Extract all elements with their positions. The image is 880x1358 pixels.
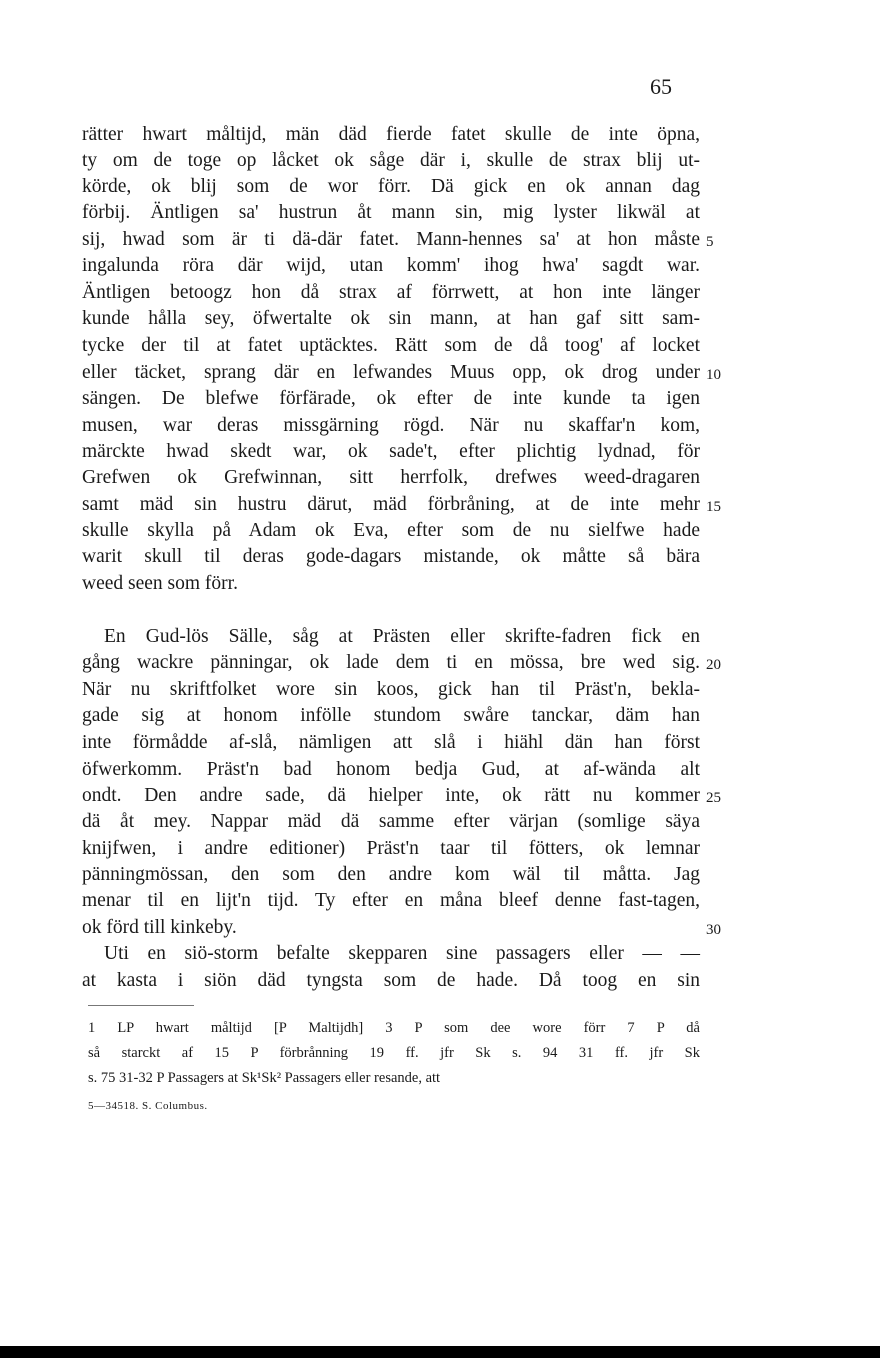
text-line: märckte hwad skedt war, ok sade't, efter plichtig lydnad, för <box>82 441 700 462</box>
text-line: sängen. De blefwe förfärade, ok efter de inte kunde ta igen <box>82 388 700 409</box>
text-line: pänningmössan, den som den andre kom wäl til måtta. Jag <box>82 864 700 885</box>
text-line: ingalunda röra där wijd, utan komm' ihog hwa' sagdt war. <box>82 255 700 276</box>
text-line: När nu skriftfolket wore sin koos, gick han til Präst'n, bekla- <box>82 679 700 700</box>
text-line: Äntligen betoogz hon då strax af förrwett, at hon inte länger <box>82 282 700 303</box>
line-number: 5 <box>706 234 714 250</box>
text-line: eller täcket, sprang där en lefwandes Muus opp, ok drog under <box>82 362 700 383</box>
text-line: rätter hwart måltijd, män däd fierde fatet skulle de inte öpna, <box>82 124 700 145</box>
text-line: dä åt mey. Nappar mäd dä samme efter värjan (somlige säya <box>82 811 700 832</box>
printer-signature: 5—34518. S. Columbus. <box>88 1100 208 1112</box>
text-line: ondt. Den andre sade, dä hielper inte, ok rätt nu kommer <box>82 785 700 806</box>
line-number: 30 <box>706 922 721 938</box>
footnote-line: 1 LP hwart måltijd [P Maltijdh] 3 P som dee wore förr 7 P då <box>88 1020 700 1036</box>
text-line: ok förd till kinkeby. <box>82 917 237 938</box>
line-number: 25 <box>706 790 721 806</box>
text-line: inte förmådde af-slå, nämligen att slå i hiähl dän han först <box>82 732 700 753</box>
text-line: samt mäd sin hustru därut, mäd förbråning, at de inte mehr <box>82 494 700 515</box>
text-line: menar til en lijt'n tijd. Ty efter en måna bleef denne fast-tagen, <box>82 890 700 911</box>
text-line: sij, hwad som är ti dä-där fatet. Mann-hennes sa' at hon måste <box>82 229 700 250</box>
line-number: 10 <box>706 367 721 383</box>
page-number: 65 <box>650 74 672 99</box>
text-line: weed seen som förr. <box>82 573 238 594</box>
text-line: Grefwen ok Grefwinnan, sitt herrfolk, drefwes weed-dragaren <box>82 467 700 488</box>
scan-edge-bar <box>0 1346 880 1358</box>
text-line: knijfwen, i andre editioner) Präst'n taar til fötters, ok lemnar <box>82 838 700 859</box>
text-line: skulle skylla på Adam ok Eva, efter som de nu sielfwe hade <box>82 520 700 541</box>
text-line: öfwerkomm. Präst'n bad honom bedja Gud, at af-wända alt <box>82 759 700 780</box>
footnote-divider <box>88 1005 194 1006</box>
text-line: En Gud-lös Sälle, såg at Prästen eller skrifte-fadren fick en <box>104 626 700 647</box>
text-line: gade sig at honom infölle stundom swåre tanckar, däm han <box>82 705 700 726</box>
text-line: tycke der til at fatet uptäcktes. Rätt som de då toog' af locket <box>82 335 700 356</box>
text-line: kunde hålla sey, öfwertalte ok sin mann, at han gaf sitt sam- <box>82 308 700 329</box>
text-line: körde, ok blij som de wor förr. Dä gick en ok annan dag <box>82 176 700 197</box>
text-line: förbij. Äntligen sa' hustrun åt mann sin, mig lyster likwäl at <box>82 202 700 223</box>
text-line: warit skull til deras gode-dagars mistande, ok måtte så bära <box>82 546 700 567</box>
text-line: ty om de toge op låcket ok såge där i, skulle de strax blij ut- <box>82 150 700 171</box>
footnote-line: s. 75 31-32 P Passagers at Sk¹Sk² Passagers eller resande, att <box>88 1070 441 1086</box>
footnote-line: så starckt af 15 P förbrånning 19 ff. jfr Sk s. 94 31 ff. jfr Sk <box>88 1045 700 1061</box>
line-number: 15 <box>706 499 721 515</box>
text-line: at kasta i siön däd tyngsta som de hade. Då toog en sin <box>82 970 700 991</box>
text-line: gång wackre pänningar, ok lade dem ti en mössa, bre wed sig. <box>82 652 700 673</box>
text-line: Uti en siö-storm befalte skepparen sine passagers eller — — <box>104 943 700 964</box>
line-number: 20 <box>706 657 721 673</box>
text-line: musen, war deras missgärning rögd. När nu skaffar'n kom, <box>82 415 700 436</box>
